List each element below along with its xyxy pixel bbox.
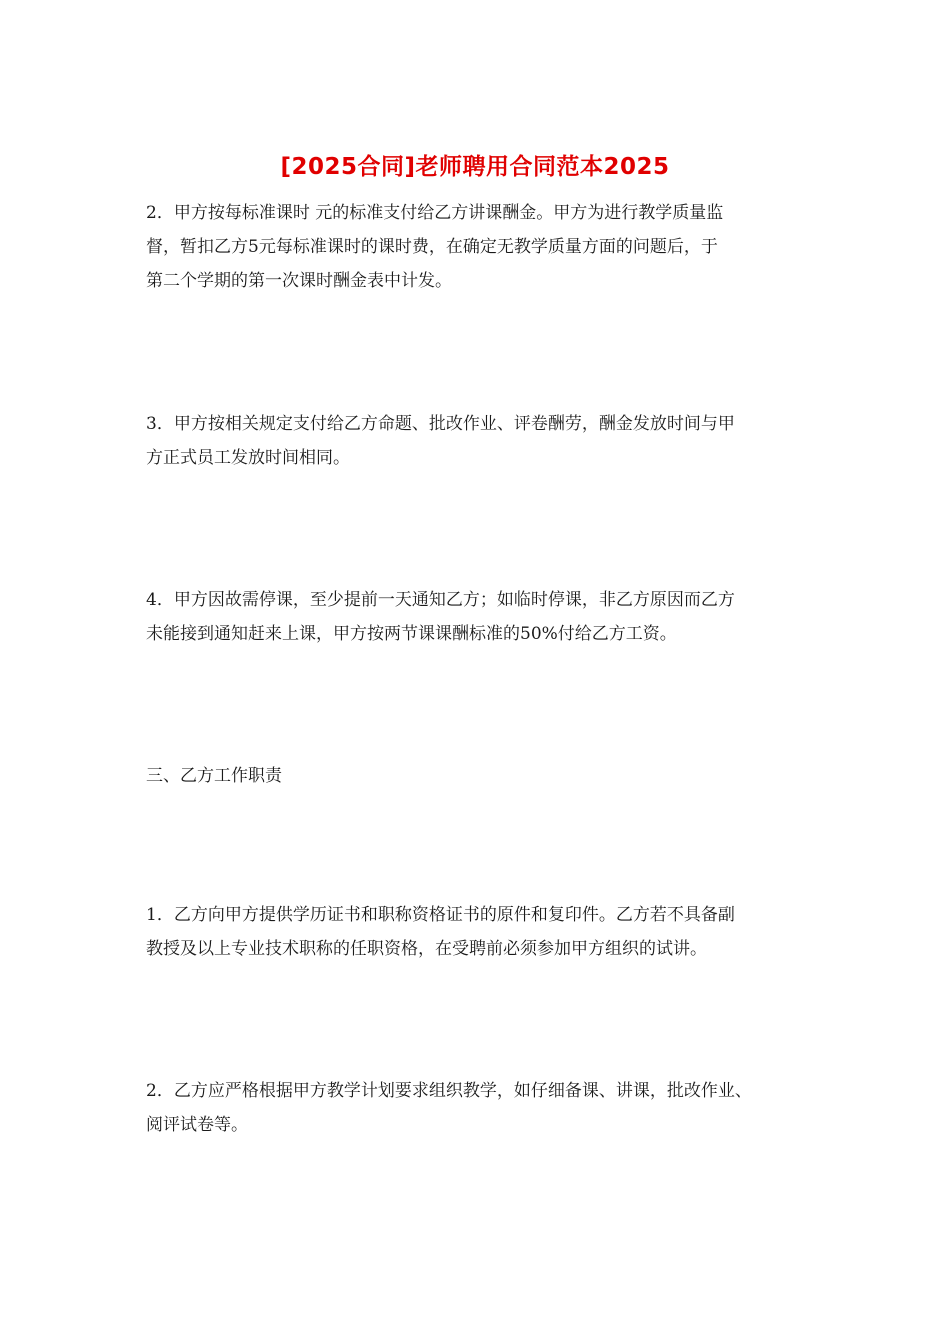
paragraph-line: 2．乙方应严格根据甲方教学计划要求组织教学，如仔细备课、讲课，批改作业、 <box>146 1081 752 1101</box>
paragraph-line: 第二个学期的第一次课时酬金表中计发。 <box>146 271 452 291</box>
paragraph-credentials <box>146 898 818 966</box>
paragraph-line: 方正式员工发放时间相同。 <box>146 448 350 468</box>
paragraph-grading-pay <box>146 407 818 475</box>
paragraph-line: 阅评试卷等。 <box>146 1115 248 1135</box>
paragraph-payment-standard <box>146 196 818 298</box>
section-heading-text: 三、乙方工作职责 <box>146 766 282 786</box>
paragraph-line: 督，暂扣乙方5元每标准课时的课时费，在确定无教学质量方面的问题后，于 <box>146 237 718 257</box>
paragraph-line: 1．乙方向甲方提供学历证书和职称资格证书的原件和复印件。乙方若不具备副 <box>146 905 735 925</box>
paragraph-class-cancellation <box>146 583 818 651</box>
paragraph-line: 未能接到通知赶来上课，甲方按两节课课酬标准的50%付给乙方工资。 <box>146 624 677 644</box>
paragraph-teaching-plan <box>146 1074 818 1142</box>
paragraph-line: 2．甲方按每标准课时 元的标准支付给乙方讲课酬金。甲方为进行教学质量监 <box>146 203 724 223</box>
document-title: [2025合同]老师聘用合同范本2025 <box>280 154 670 180</box>
paragraph-line: 3．甲方按相关规定支付给乙方命题、批改作业、评卷酬劳，酬金发放时间与甲 <box>146 414 735 434</box>
paragraph-line: 4．甲方因故需停课，至少提前一天通知乙方；如临时停课，非乙方原因而乙方 <box>146 590 735 610</box>
paragraph-line: 教授及以上专业技术职称的任职资格，在受聘前必须参加甲方组织的试讲。 <box>146 939 707 959</box>
section-heading-duties <box>146 759 818 793</box>
